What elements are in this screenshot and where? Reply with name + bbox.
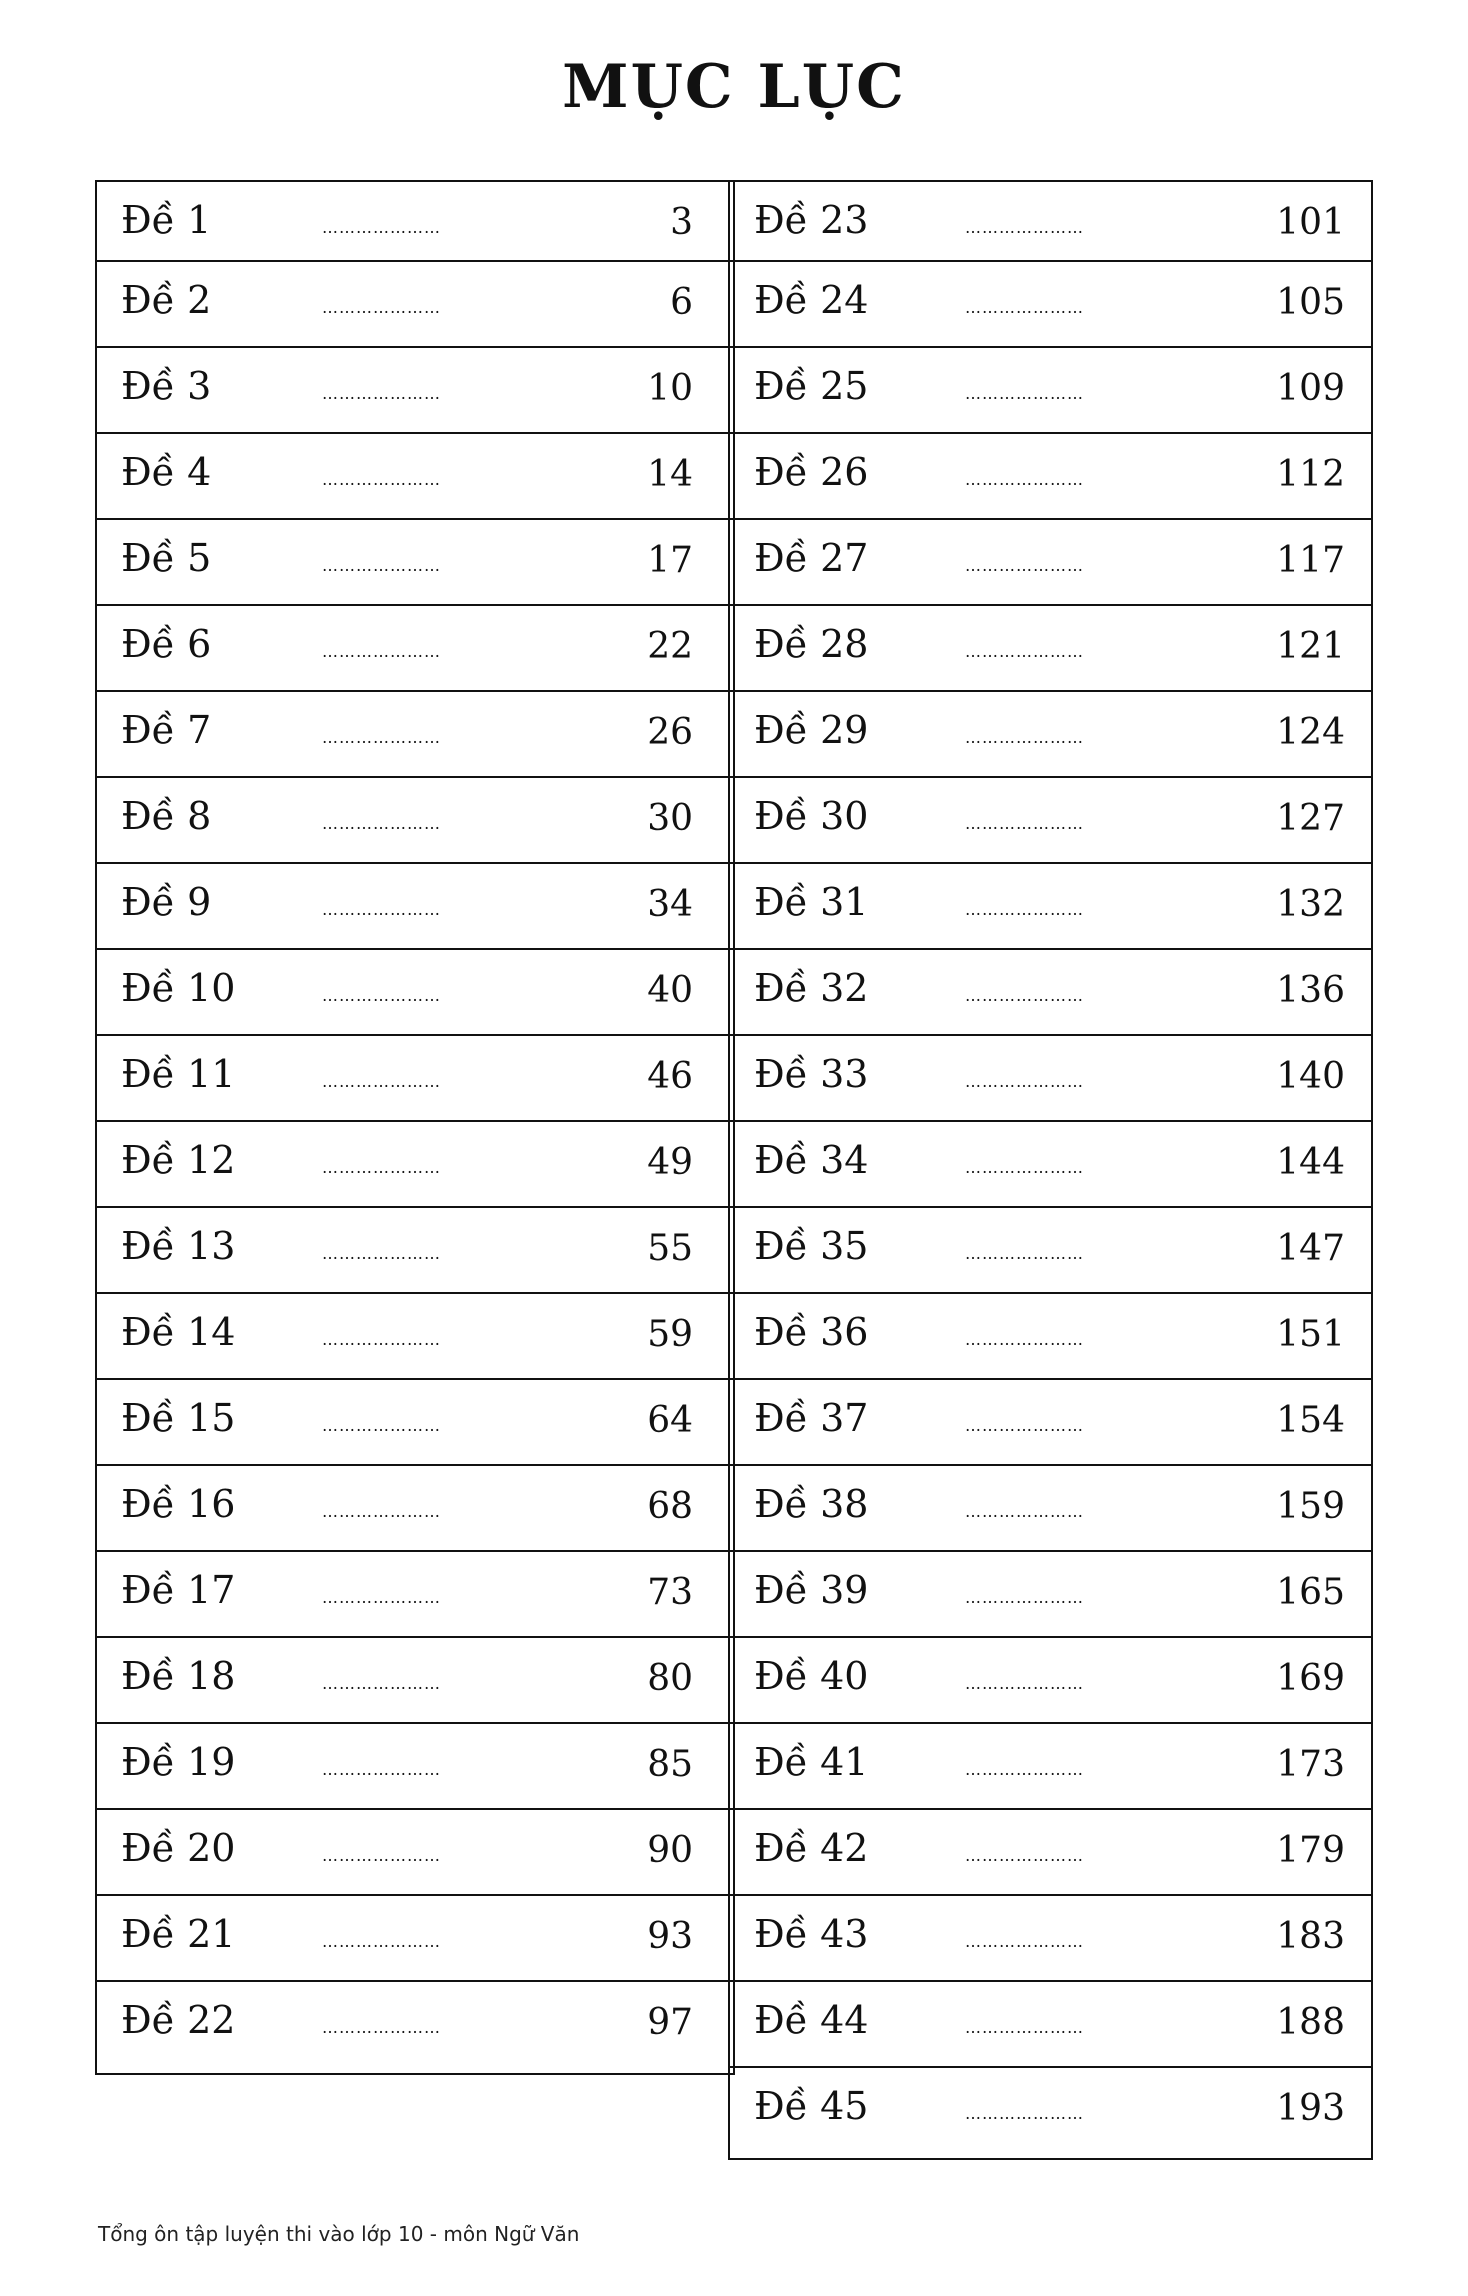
page-footer: Tổng ôn tập luyện thi vào lớp 10 - môn Ngữ Văn: [98, 2222, 580, 2246]
toc-entry: [97, 262, 733, 348]
toc-entry: [730, 606, 1371, 692]
entry-page-number: 169: [1276, 1658, 1345, 1699]
entry-label: Đề 4: [121, 450, 212, 494]
entry-leader-dots: …………………: [322, 556, 441, 575]
entry-page-number: 151: [1276, 1314, 1345, 1355]
entry-page-number: 188: [1276, 2002, 1345, 2043]
page-title: MỤC LỤC: [562, 52, 906, 122]
entry-page-number: 90: [647, 1830, 693, 1871]
entry-label: Đề 34: [754, 1138, 869, 1182]
entry-page-number: 159: [1276, 1486, 1345, 1527]
entry-leader-dots: …………………: [965, 1416, 1084, 1435]
entry-label: Đề 36: [754, 1310, 869, 1354]
toc-entry: [97, 1810, 733, 1896]
toc-entry: [730, 1294, 1371, 1380]
toc-entry: [97, 1638, 733, 1724]
entry-page-number: 3: [670, 202, 693, 243]
entry-leader-dots: …………………: [965, 1674, 1084, 1693]
entry-leader-dots: …………………: [965, 986, 1084, 1005]
entry-page-number: 30: [647, 798, 693, 839]
toc-entry: [730, 182, 1371, 262]
entry-leader-dots: …………………: [965, 1588, 1084, 1607]
entry-label: Đề 25: [754, 364, 869, 408]
toc-entry: [97, 1294, 733, 1380]
toc-entry: [730, 778, 1371, 864]
entry-label: Đề 13: [121, 1224, 236, 1268]
entry-leader-dots: …………………: [322, 1846, 441, 1865]
entry-page-number: 40: [647, 970, 693, 1011]
toc-entry: [97, 1724, 733, 1810]
entry-label: Đề 6: [121, 622, 212, 666]
entry-label: Đề 32: [754, 966, 869, 1010]
toc-entry: [730, 262, 1371, 348]
entry-label: Đề 37: [754, 1396, 869, 1440]
entry-label: Đề 26: [754, 450, 869, 494]
entry-page-number: 22: [647, 626, 693, 667]
entry-label: Đề 14: [121, 1310, 236, 1354]
entry-leader-dots: …………………: [965, 1932, 1084, 1951]
entry-label: Đề 33: [754, 1052, 869, 1096]
entry-leader-dots: …………………: [322, 1072, 441, 1091]
entry-leader-dots: …………………: [322, 728, 441, 747]
entry-page-number: 105: [1276, 282, 1345, 323]
entry-leader-dots: …………………: [965, 556, 1084, 575]
toc-table-right: [728, 180, 1373, 2160]
entry-page-number: 68: [647, 1486, 693, 1527]
toc-table-left: [95, 180, 735, 2075]
entry-page-number: 80: [647, 1658, 693, 1699]
toc-entry: [97, 1380, 733, 1466]
entry-label: Đề 1: [121, 198, 212, 242]
entry-leader-dots: …………………: [965, 218, 1084, 237]
entry-label: Đề 3: [121, 364, 212, 408]
entry-page-number: 34: [647, 884, 693, 925]
toc-entry: [97, 1982, 733, 2068]
entry-page-number: 97: [647, 2002, 693, 2043]
entry-label: Đề 40: [754, 1654, 869, 1698]
entry-label: Đề 39: [754, 1568, 869, 1612]
entry-leader-dots: …………………: [322, 384, 441, 403]
entry-label: Đề 10: [121, 966, 236, 1010]
entry-page-number: 121: [1276, 626, 1345, 667]
toc-entry: [97, 434, 733, 520]
toc-entry: [730, 348, 1371, 434]
entry-label: Đề 42: [754, 1826, 869, 1870]
entry-page-number: 154: [1276, 1400, 1345, 1441]
toc-entry: [97, 606, 733, 692]
entry-label: Đề 21: [121, 1912, 236, 1956]
toc-entry: [730, 1380, 1371, 1466]
entry-label: Đề 9: [121, 880, 212, 924]
toc-entry: [730, 864, 1371, 950]
entry-page-number: 85: [647, 1744, 693, 1785]
entry-page-number: 101: [1276, 202, 1345, 243]
entry-label: Đề 8: [121, 794, 212, 838]
entry-page-number: 55: [647, 1228, 693, 1269]
entry-page-number: 117: [1276, 540, 1345, 581]
entry-label: Đề 19: [121, 1740, 236, 1784]
entry-page-number: 140: [1276, 1056, 1345, 1097]
toc-entry: [97, 950, 733, 1036]
entry-leader-dots: …………………: [965, 2104, 1084, 2123]
entry-page-number: 127: [1276, 798, 1345, 839]
entry-page-number: 179: [1276, 1830, 1345, 1871]
toc-entry: [730, 1982, 1371, 2068]
toc-entry: [730, 1724, 1371, 1810]
entry-leader-dots: …………………: [965, 814, 1084, 833]
toc-entry: [730, 950, 1371, 1036]
entry-leader-dots: …………………: [965, 1760, 1084, 1779]
toc-entry: [730, 1122, 1371, 1208]
entry-leader-dots: …………………: [322, 1416, 441, 1435]
entry-page-number: 109: [1276, 368, 1345, 409]
entry-label: Đề 28: [754, 622, 869, 666]
entry-leader-dots: …………………: [965, 1244, 1084, 1263]
entry-leader-dots: …………………: [965, 728, 1084, 747]
entry-leader-dots: …………………: [322, 298, 441, 317]
entry-label: Đề 31: [754, 880, 869, 924]
toc-entry: [97, 1122, 733, 1208]
entry-label: Đề 20: [121, 1826, 236, 1870]
entry-label: Đề 15: [121, 1396, 236, 1440]
entry-page-number: 10: [647, 368, 693, 409]
entry-page-number: 132: [1276, 884, 1345, 925]
entry-leader-dots: …………………: [965, 470, 1084, 489]
entry-leader-dots: …………………: [965, 1846, 1084, 1865]
toc-entry: [730, 434, 1371, 520]
entry-label: Đề 45: [754, 2084, 869, 2128]
entry-leader-dots: …………………: [965, 1330, 1084, 1349]
entry-label: Đề 35: [754, 1224, 869, 1268]
toc-entry: [730, 1896, 1371, 1982]
toc-entry: [97, 1208, 733, 1294]
entry-page-number: 112: [1276, 454, 1345, 495]
entry-label: Đề 5: [121, 536, 212, 580]
entry-leader-dots: …………………: [965, 900, 1084, 919]
entry-page-number: 17: [647, 540, 693, 581]
entry-page-number: 46: [647, 1056, 693, 1097]
entry-leader-dots: …………………: [322, 218, 441, 237]
entry-leader-dots: …………………: [965, 2018, 1084, 2037]
entry-leader-dots: …………………: [322, 1502, 441, 1521]
toc-entry: [97, 778, 733, 864]
entry-leader-dots: …………………: [322, 900, 441, 919]
entry-leader-dots: …………………: [322, 1674, 441, 1693]
toc-entry: [730, 1466, 1371, 1552]
entry-leader-dots: …………………: [965, 1502, 1084, 1521]
entry-page-number: 93: [647, 1916, 693, 1957]
entry-page-number: 49: [647, 1142, 693, 1183]
entry-leader-dots: …………………: [322, 642, 441, 661]
entry-label: Đề 12: [121, 1138, 236, 1182]
toc-entry: [730, 1638, 1371, 1724]
entry-leader-dots: …………………: [965, 298, 1084, 317]
entry-label: Đề 41: [754, 1740, 869, 1784]
toc-entry: [97, 520, 733, 606]
entry-label: Đề 38: [754, 1482, 869, 1526]
toc-entry: [97, 864, 733, 950]
entry-page-number: 124: [1276, 712, 1345, 753]
entry-label: Đề 30: [754, 794, 869, 838]
entry-leader-dots: …………………: [322, 1760, 441, 1779]
entry-label: Đề 17: [121, 1568, 236, 1612]
entry-leader-dots: …………………: [322, 1588, 441, 1607]
toc-entry: [730, 1208, 1371, 1294]
toc-entry: [97, 1466, 733, 1552]
entry-leader-dots: …………………: [965, 1072, 1084, 1091]
entry-leader-dots: …………………: [322, 1932, 441, 1951]
entry-label: Đề 18: [121, 1654, 236, 1698]
entry-page-number: 73: [647, 1572, 693, 1613]
toc-entry: [97, 1036, 733, 1122]
entry-leader-dots: …………………: [322, 1244, 441, 1263]
entry-leader-dots: …………………: [965, 384, 1084, 403]
toc-entry: [730, 1552, 1371, 1638]
entry-label: Đề 7: [121, 708, 212, 752]
entry-page-number: 136: [1276, 970, 1345, 1011]
entry-label: Đề 29: [754, 708, 869, 752]
entry-label: Đề 16: [121, 1482, 236, 1526]
entry-leader-dots: …………………: [322, 814, 441, 833]
entry-page-number: 144: [1276, 1142, 1345, 1183]
entry-leader-dots: …………………: [322, 986, 441, 1005]
toc-entry: [730, 1810, 1371, 1896]
toc-entry: [730, 1036, 1371, 1122]
entry-page-number: 193: [1276, 2088, 1345, 2129]
entry-label: Đề 24: [754, 278, 869, 322]
entry-leader-dots: …………………: [322, 2018, 441, 2037]
entry-leader-dots: …………………: [322, 470, 441, 489]
entry-label: Đề 22: [121, 1998, 236, 2042]
toc-entry: [97, 692, 733, 778]
toc-entry: [730, 2068, 1371, 2154]
entry-page-number: 165: [1276, 1572, 1345, 1613]
entry-leader-dots: …………………: [965, 642, 1084, 661]
entry-page-number: 147: [1276, 1228, 1345, 1269]
entry-page-number: 173: [1276, 1744, 1345, 1785]
entry-page-number: 183: [1276, 1916, 1345, 1957]
entry-page-number: 26: [647, 712, 693, 753]
toc-entry: [97, 1552, 733, 1638]
entry-page-number: 6: [670, 282, 693, 323]
entry-label: Đề 23: [754, 198, 869, 242]
entry-leader-dots: …………………: [965, 1158, 1084, 1177]
toc-entry: [730, 520, 1371, 606]
toc-entry: [730, 692, 1371, 778]
toc-entry: [97, 182, 733, 262]
entry-page-number: 14: [647, 454, 693, 495]
entry-leader-dots: …………………: [322, 1330, 441, 1349]
entry-page-number: 64: [647, 1400, 693, 1441]
entry-label: Đề 2: [121, 278, 212, 322]
entry-label: Đề 44: [754, 1998, 869, 2042]
entry-leader-dots: …………………: [322, 1158, 441, 1177]
entry-page-number: 59: [647, 1314, 693, 1355]
entry-label: Đề 27: [754, 536, 869, 580]
toc-entry: [97, 1896, 733, 1982]
entry-label: Đề 11: [121, 1052, 236, 1096]
entry-label: Đề 43: [754, 1912, 869, 1956]
toc-entry: [97, 348, 733, 434]
